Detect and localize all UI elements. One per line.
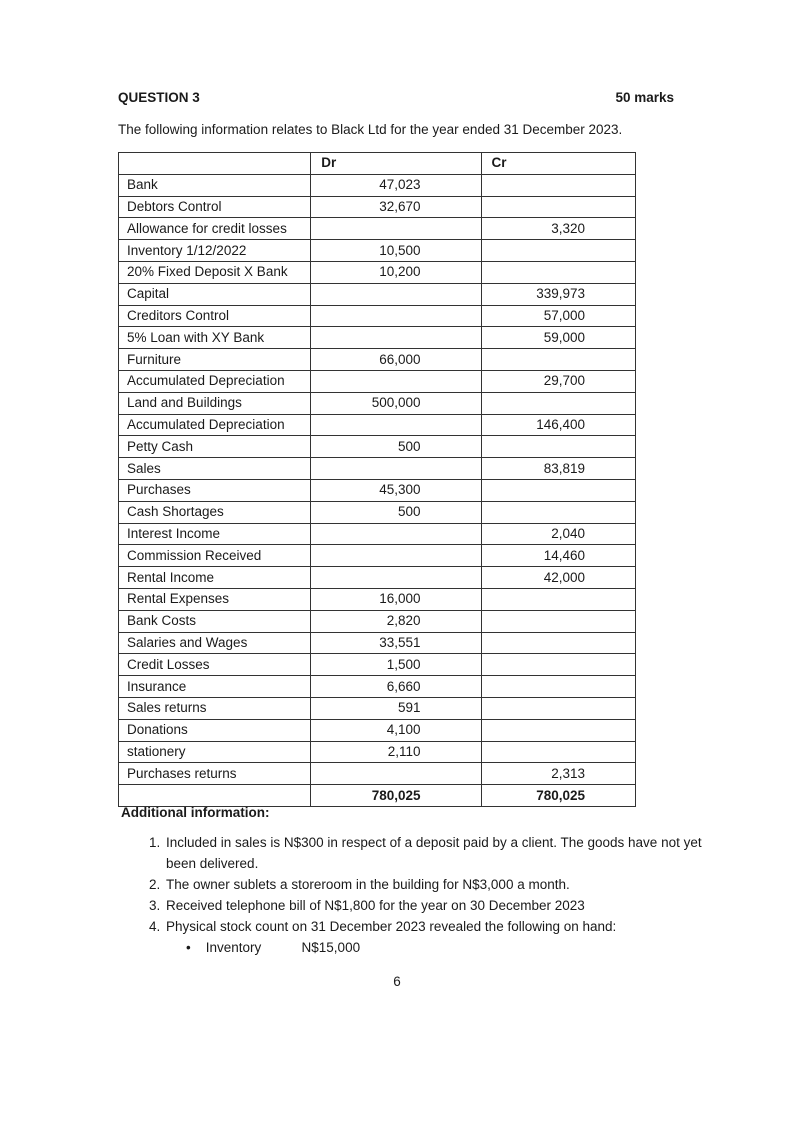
credit-cell: 339,973 [481,283,635,305]
debit-cell: 32,670 [311,196,481,218]
account-name-cell: Purchases returns [119,763,311,785]
debit-cell: 780,025 [311,785,481,807]
table-body [119,174,636,806]
credit-cell [481,261,635,283]
debit-cell [311,414,481,436]
account-name-cell: Debtors Control [119,196,311,218]
credit-cell: 83,819 [481,458,635,480]
account-name-cell: Furniture [119,349,311,371]
credit-cell: 42,000 [481,567,635,589]
table-row [119,261,636,283]
debit-cell: 500,000 [311,392,481,414]
question-header [118,90,674,110]
header-cr: Cr [481,153,635,175]
credit-cell [481,719,635,741]
credit-cell [481,632,635,654]
bullet-value: N$15,000 [301,940,361,955]
table-row [119,523,636,545]
debit-cell: 45,300 [311,479,481,501]
debit-cell [311,283,481,305]
credit-cell: 57,000 [481,305,635,327]
credit-cell [481,196,635,218]
account-name-cell: Accumulated Depreciation [119,414,311,436]
credit-cell [481,501,635,523]
account-name-cell: Bank [119,174,311,196]
account-name-cell: Salaries and Wages [119,632,311,654]
debit-cell: 500 [311,436,481,458]
table-row [119,567,636,589]
debit-cell: 33,551 [311,632,481,654]
table-row [119,414,636,436]
question-marks: 50 marks [615,90,674,105]
account-name-cell: Capital [119,283,311,305]
credit-cell [481,174,635,196]
table-row [119,349,636,371]
table-row [119,436,636,458]
table-row [119,218,636,240]
table-row [119,545,636,567]
table-row [119,697,636,719]
table-row [119,283,636,305]
account-name-cell: Rental Expenses [119,588,311,610]
bullet-dot: • [186,940,191,955]
account-name-cell: Sales [119,458,311,480]
table-row [119,370,636,392]
account-name-cell: Cash Shortages [119,501,311,523]
debit-cell: 10,200 [311,261,481,283]
debit-cell [311,523,481,545]
table-row [119,632,636,654]
credit-cell [481,610,635,632]
table-row [119,676,636,698]
account-name-cell: Petty Cash [119,436,311,458]
account-name-cell: Rental Income [119,567,311,589]
credit-cell: 29,700 [481,370,635,392]
debit-cell [311,545,481,567]
account-name-cell: 20% Fixed Deposit X Bank [119,261,311,283]
debit-cell: 2,110 [311,741,481,763]
intro-text: The following information relates to Black Ltd for the year ended 31 December 2023. [118,122,623,137]
account-name-cell: Sales returns [119,697,311,719]
table-row [119,174,636,196]
credit-cell [481,741,635,763]
account-name-cell: Insurance [119,676,311,698]
header-dr: Dr [311,153,481,175]
table-row [119,719,636,741]
header-name [119,153,311,175]
list-item: 1. Included in sales is N$300 in respect of a deposit paid by a client. The goods have not yet been delivered. [164,832,712,874]
table-row [119,588,636,610]
debit-cell [311,763,481,785]
debit-cell: 2,820 [311,610,481,632]
table-row [119,654,636,676]
credit-cell: 146,400 [481,414,635,436]
question-title: QUESTION 3 [118,90,200,105]
debit-cell: 591 [311,697,481,719]
trial-balance-table [118,152,636,807]
account-name-cell: Allowance for credit losses [119,218,311,240]
account-name-cell: Donations [119,719,311,741]
credit-cell: 780,025 [481,785,635,807]
table-row [119,479,636,501]
account-name-cell: Commission Received [119,545,311,567]
account-name-cell: Bank Costs [119,610,311,632]
debit-cell [311,458,481,480]
credit-cell [481,654,635,676]
table-row [119,240,636,262]
debit-cell: 1,500 [311,654,481,676]
credit-cell [481,588,635,610]
credit-cell: 2,040 [481,523,635,545]
credit-cell [481,349,635,371]
credit-cell [481,436,635,458]
credit-cell: 59,000 [481,327,635,349]
debit-cell: 47,023 [311,174,481,196]
inventory-bullet [186,940,360,955]
debit-cell: 500 [311,501,481,523]
debit-cell [311,567,481,589]
debit-cell: 6,660 [311,676,481,698]
debit-cell: 4,100 [311,719,481,741]
account-name-cell: Inventory 1/12/2022 [119,240,311,262]
debit-cell: 66,000 [311,349,481,371]
account-name-cell: Credit Losses [119,654,311,676]
list-item: 2. The owner sublets a storeroom in the building for N$3,000 a month. [164,874,712,895]
list-item: 3. Received telephone bill of N$1,800 for the year on 30 December 2023 [164,895,712,916]
debit-cell: 10,500 [311,240,481,262]
table-row [119,741,636,763]
account-name-cell: Purchases [119,479,311,501]
account-name-cell: 5% Loan with XY Bank [119,327,311,349]
table-row [119,763,636,785]
credit-cell [481,240,635,262]
account-name-cell: Land and Buildings [119,392,311,414]
list-item: 4. Physical stock count on 31 December 2023 revealed the following on hand: [164,916,712,937]
credit-cell [481,676,635,698]
debit-cell [311,218,481,240]
debit-cell [311,370,481,392]
credit-cell [481,697,635,719]
credit-cell [481,392,635,414]
page-number: 6 [393,974,401,989]
account-name-cell [119,785,311,807]
table-total-row [119,785,636,807]
debit-cell: 16,000 [311,588,481,610]
additional-info-list [140,832,712,937]
table-header-row [119,153,636,175]
credit-cell [481,479,635,501]
table-row [119,196,636,218]
bullet-label: Inventory [205,940,262,955]
table-row [119,458,636,480]
table-row [119,610,636,632]
account-name-cell: Interest Income [119,523,311,545]
account-name-cell: stationery [119,741,311,763]
credit-cell: 2,313 [481,763,635,785]
table-row [119,327,636,349]
table-row [119,392,636,414]
table-row [119,305,636,327]
debit-cell [311,327,481,349]
credit-cell: 14,460 [481,545,635,567]
debit-cell [311,305,481,327]
credit-cell: 3,320 [481,218,635,240]
additional-info-title: Additional information: [121,805,270,820]
account-name-cell: Accumulated Depreciation [119,370,311,392]
account-name-cell: Creditors Control [119,305,311,327]
table-row [119,501,636,523]
